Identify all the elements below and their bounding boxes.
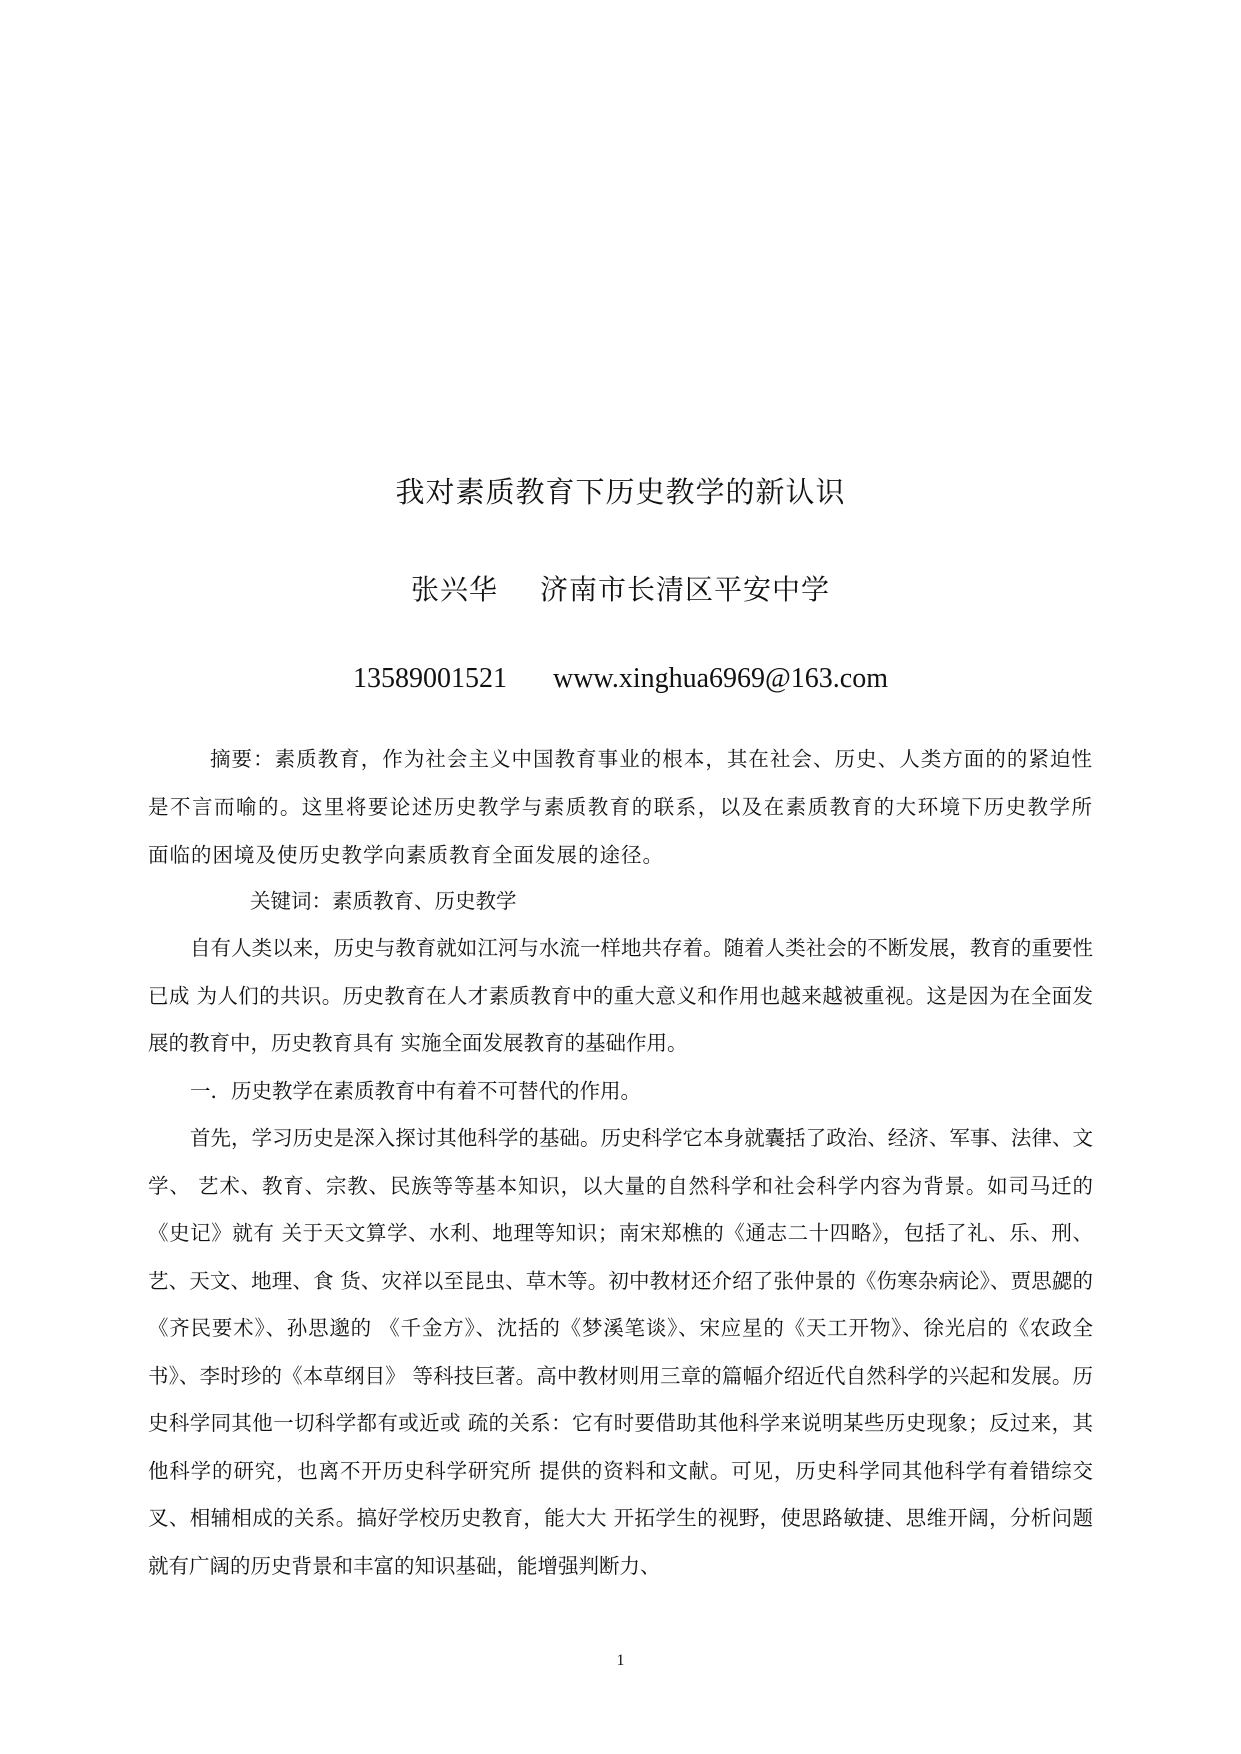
email-address: www.xinghua6969@163.com <box>552 663 889 694</box>
body-paragraph: 首先，学习历史是深入探讨其他科学的基础。历史科学它本身就囊括了政治、经济、军事、法律、文学、 艺术、教育、宗教、民族等等基本知识，以大量的自然科学和社会科学内容为背景。如司马迁的《史记》就有 关于天文算学、水利、地理等知识；南宋郑樵的《通志二十四略》，包括了礼、乐、刑、艺、天文、地理、食 货、灾祥以至昆虫、草木等。初中教材还介绍了张仲景的《伤寒杂病论》、贾思勰的《齐民要术》、孙思邈的 《千金方》、沈括的《梦溪笔谈》、宋应星的《天工开物》、徐光启的《农政全书》、李时珍的《本草纲目》 等科技巨著。高中教材则用三章的篇幅介绍近代自然科学的兴起和发展。历史科学同其他一切科学都有或近或 疏的关系：它有时要借助其他科学来说明某些历史现象；反过来，其他科学的研究，也离不开历史科学研究所 提供的资料和文献。可见，历史科学同其他科学有着错综交叉、相辅相成的关系。搞好学校历史教育，能大大 开拓学生的视野，使思路敏捷、思维开阔，分析问题就有广阔的历史背景和丰富的知识基础，能增强判断力、 <box>148 1126 1093 1578</box>
page-number: 1 <box>616 1652 625 1669</box>
contact-line <box>0 663 1241 695</box>
abstract-paragraph: 摘要：素质教育，作为社会主义中国教育事业的根本，其在社会、历史、人类方面的的紧迫性是不言而喻的。这里将要论述历史教学与素质教育的联系，以及在素质教育的大环境下历史教学所面临的困境及使历史教学向素质教育全面发展的途径。 <box>148 747 1093 867</box>
section-heading: 一．历史教学在素质教育中有着不可替代的作用。 <box>190 1078 641 1103</box>
author-name: 张兴华 <box>410 573 498 606</box>
document-title: 我对素质教育下历史教学的新认识 <box>395 475 846 509</box>
phone-number: 13589001521 <box>352 663 507 694</box>
keywords-line: 关键词：素质教育、历史教学 <box>250 889 517 913</box>
author-school: 济南市长清区平安中学 <box>540 573 831 606</box>
author-line <box>0 568 1241 608</box>
body-paragraph: 自有人类以来，历史与教育就如江河与水流一样地共存着。随着人类社会的不断发展，教育的重要性已成 为人们的共识。历史教育在人才素质教育中的重大意义和作用也越来越被重视。这是因为在全面发展的教育中，历史教育具有 实施全面发展教育的基础作用。 <box>148 936 1093 1055</box>
body-text <box>148 925 1093 1590</box>
